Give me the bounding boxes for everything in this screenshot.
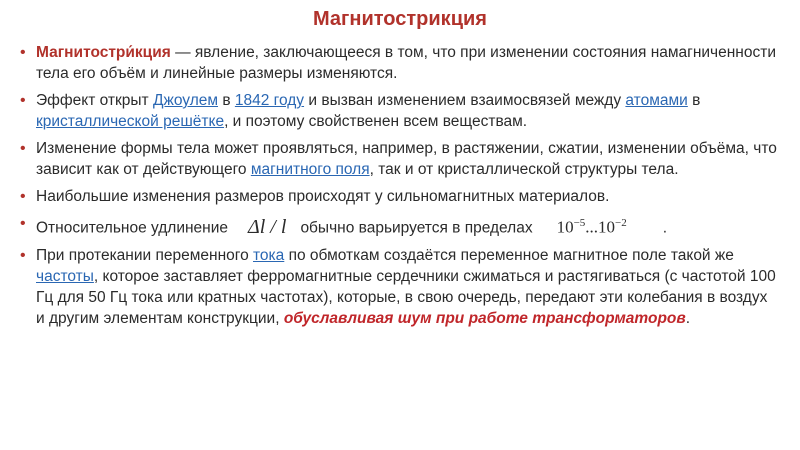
text-segment: Эффект открыт [36,92,153,109]
link-current[interactable]: тока [253,246,285,264]
term-magnetostriction: Магнитостри́кция [36,44,171,61]
text-segment: , и поэтому свойственен всем веществам. [224,113,528,130]
link-frequency[interactable]: частоты [36,267,94,285]
text-segment: . [662,219,668,237]
link-magnetic-field[interactable]: магнитного поля [250,161,370,178]
formula-delta-l-over-l: Δl / l [248,215,287,238]
bullet-shape-change [20,138,780,180]
text-segment: в [687,92,701,109]
text-segment: Изменение формы тела может проявляться, например, в растяжении, сжатии, изменении объёма, что зависит как от действующего [36,140,777,178]
bullet-list [20,42,780,335]
text-segment: в [218,92,235,109]
range-base-2: 10 [598,217,616,237]
bullet-definition [20,42,780,84]
accent-transformer-noise: обуславливая шум при работе трансформаторов [283,309,686,327]
text-segment: Наибольшие изменения размеров происходят у сильномагнитных материалов. [36,188,610,205]
link-atoms[interactable]: атомами [625,92,688,109]
bullet-relative-elongation [20,213,780,239]
text-segment: обычно варьируется в пределах [300,219,533,237]
link-crystal-lattice[interactable]: кристаллической решётке [36,113,225,130]
bullet-largest-changes [20,186,780,207]
text-segment: . [685,309,691,327]
text-segment: Относительное удлинение [36,219,229,237]
bullet-icon: • [20,188,26,205]
definition-text: — явление, заключающееся в том, что при изменении состояния намагниченности тела его объём и линейные размеры изменяются. [36,44,776,82]
slide-title: Магнитострикция [313,8,487,30]
text-segment: , так и от кристаллической структуры тела. [369,161,679,178]
text-segment: При протекании переменного [36,246,253,264]
range-base-1: 10 [556,217,574,237]
text-segment: по обмоткам создаётся переменное магнитное поле такой же [284,246,734,264]
bullet-icon: • [20,246,26,264]
text-segment: , которое заставляет ферромагнитные сердечники сжиматься и растягиваться (с частотой 100 Гц для 50 Гц тока или кратных частотах), которые, в свою очередь, передают эти колебания в воздух и другим элементам конструкции, [36,267,776,327]
range-exp-1: −5 [573,217,586,229]
link-1842[interactable]: 1842 году [234,92,305,109]
bullet-icon: • [20,140,26,157]
bullet-discovery [20,90,780,132]
link-joule[interactable]: Джоулем [152,92,219,109]
text-segment: и вызван изменением взаимосвязей между [304,92,626,109]
bullet-transformer-noise [20,245,780,329]
bullet-icon: • [20,92,26,109]
range-dots: ... [585,217,599,237]
bullet-icon: • [20,215,26,232]
bullet-icon: • [20,44,26,61]
formula-range [557,213,627,238]
range-exp-2: −2 [615,217,627,229]
